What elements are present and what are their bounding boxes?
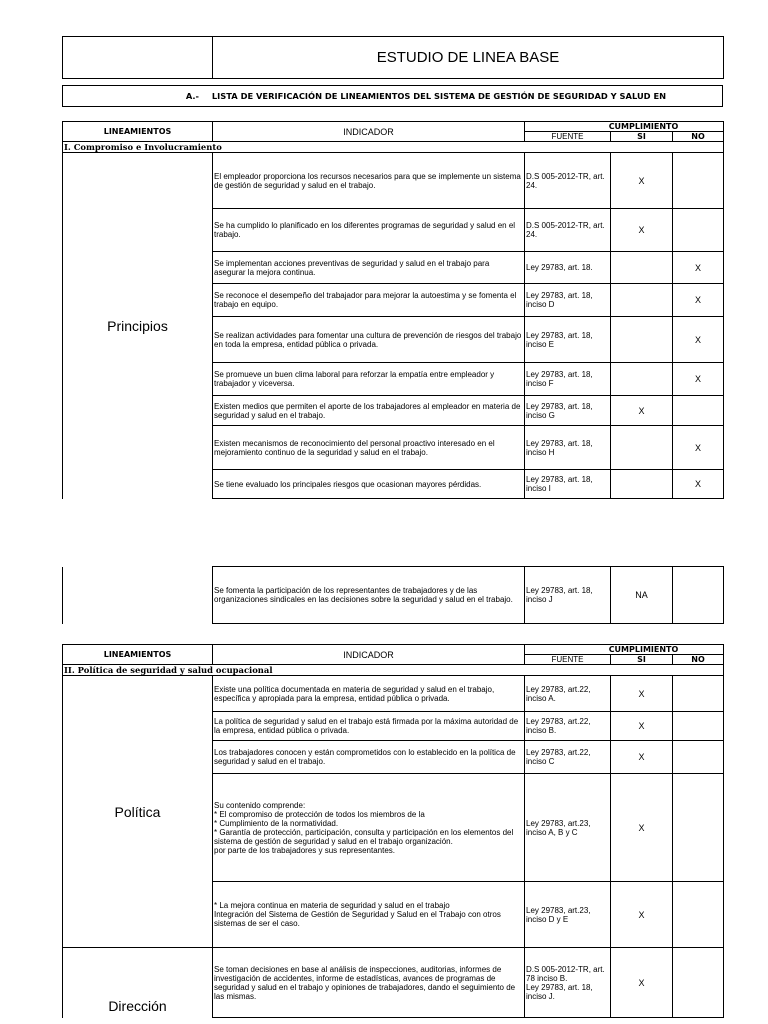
- no-mark: [673, 712, 724, 741]
- no-mark: [673, 676, 724, 712]
- header-fuente: FUENTE: [525, 132, 611, 142]
- indicator-text: Su contenido comprende: * El compromiso de protección de todos los miembros de la * Cumplimiento de la normatividad. * Garantía de protección, participación, consulta y participación en los elementos del sistema de gestión de seguridad y salud en el trabajo organización. por parte de los trabajadores y sus representantes.: [213, 774, 525, 882]
- subtitle-box: [62, 85, 723, 107]
- no-mark: X: [673, 363, 724, 396]
- source-text: Ley 29783, art. 18, inciso J: [525, 567, 611, 624]
- no-mark: X: [673, 317, 724, 363]
- source-text: Ley 29783, art. 18, inciso F: [525, 363, 611, 396]
- group-principios: Principios: [63, 153, 213, 499]
- no-mark: [673, 209, 724, 252]
- no-mark: X: [673, 470, 724, 499]
- source-text: Ley 29783, art. 18, inciso G: [525, 396, 611, 426]
- si-mark: X: [611, 712, 673, 741]
- no-mark: [673, 948, 724, 1018]
- header-indicador: INDICADOR: [213, 122, 525, 142]
- title-left-cell: [63, 37, 213, 79]
- source-text: D.S 005-2012-TR, art. 24.: [525, 153, 611, 209]
- subtitle-text: LISTA DE VERIFICACIÓN DE LINEAMIENTOS DEL SISTEMA DE GESTIÓN DE SEGURIDAD Y SALUD EN: [211, 91, 667, 101]
- si-mark: X: [611, 153, 673, 209]
- table-row: [63, 676, 724, 712]
- no-mark: [673, 774, 724, 882]
- source-text: Ley 29783, art. 18, inciso E: [525, 317, 611, 363]
- header-lineamientos: LINEAMIENTOS: [63, 645, 213, 665]
- source-text: D.S 005-2012-TR, art. 78 inciso B. Ley 29783, art. 18, inciso J.: [525, 948, 611, 1018]
- subtitle-cell: [63, 86, 723, 107]
- indicator-text: Se implementan acciones preventivas de seguridad y salud en el trabajo para asegurar la mejora continua.: [213, 252, 525, 284]
- header-si: SI: [611, 132, 673, 142]
- si-mark: [611, 470, 673, 499]
- group-direccion: Dirección: [63, 948, 213, 1018]
- source-text: Ley 29783, art. 18, inciso I: [525, 470, 611, 499]
- source-text: Ley 29783, art. 18, inciso H: [525, 426, 611, 470]
- no-mark: [673, 567, 724, 624]
- indicator-text: Se fomenta la participación de los representantes de trabajadores y de las organizaciones sindicales en las decisiones sobre la seguridad y salud en el trabajo.: [213, 567, 525, 624]
- subtitle-letter: A.-: [185, 91, 199, 101]
- source-text: Ley 29783, art.22, inciso B.: [525, 712, 611, 741]
- header-no: NO: [673, 655, 724, 665]
- source-text: Ley 29783, art.22, inciso C: [525, 741, 611, 774]
- no-mark: X: [673, 252, 724, 284]
- indicator-text: Se reconoce el desempeño del trabajador para mejorar la autoestima y se fomenta el trabajo en equipo.: [213, 284, 525, 317]
- si-mark: X: [611, 948, 673, 1018]
- header-cumplimiento: CUMPLIMIENTO: [525, 645, 724, 655]
- si-mark: X: [611, 882, 673, 948]
- source-text: D.S 005-2012-TR, art. 24.: [525, 209, 611, 252]
- no-mark: X: [673, 426, 724, 470]
- header-indicador: INDICADOR: [213, 645, 525, 665]
- si-mark: NA: [611, 567, 673, 624]
- section-title-compromiso: I. Compromiso e Involucramiento: [63, 142, 724, 153]
- si-mark: X: [611, 741, 673, 774]
- no-mark: [673, 882, 724, 948]
- source-text: Ley 29783, art.23, inciso D y E: [525, 882, 611, 948]
- no-mark: [673, 396, 724, 426]
- indicator-text: Los trabajadores conocen y están comprometidos con lo establecido en la política de seguridad y salud en el trabajo.: [213, 741, 525, 774]
- si-mark: [611, 317, 673, 363]
- table-row: [63, 567, 724, 624]
- si-mark: [611, 426, 673, 470]
- header-lineamientos: LINEAMIENTOS: [63, 122, 213, 142]
- si-mark: [611, 363, 673, 396]
- checklist-table-section-2: [62, 644, 724, 1018]
- si-mark: X: [611, 396, 673, 426]
- indicator-text: Se promueve un buen clima laboral para reforzar la empatía entre empleador y trabajador y viceversa.: [213, 363, 525, 396]
- source-text: Ley 29783, art. 18, inciso D: [525, 284, 611, 317]
- indicator-text: Se tiene evaluado los principales riesgos que ocasionan mayores pérdidas.: [213, 470, 525, 499]
- table-row: [63, 948, 724, 1018]
- si-mark: X: [611, 676, 673, 712]
- indicator-text: Se realizan actividades para fomentar una cultura de prevención de riesgos del trabajo en toda la empresa, entidad pública o privada.: [213, 317, 525, 363]
- si-mark: X: [611, 774, 673, 882]
- source-text: Ley 29783, art.23, inciso A, B y C: [525, 774, 611, 882]
- si-mark: [611, 284, 673, 317]
- no-mark: [673, 741, 724, 774]
- indicator-text: Se toman decisiones en base al análisis de inspecciones, auditorias, informes de investigación de accidentes, informe de estadísticas, avances de programas de seguridad y salud en el trabajo y opiniones de trabajadores, dando el seguimiento de las mismas.: [213, 948, 525, 1018]
- si-mark: X: [611, 209, 673, 252]
- si-mark: [611, 252, 673, 284]
- indicator-text: Existen mecanismos de reconocimiento del personal proactivo interesado en el mejoramiento continuo de la seguridad y salud en el trabajo.: [213, 426, 525, 470]
- page-title: ESTUDIO DE LINEA BASE: [213, 37, 724, 79]
- checklist-table-section-1: [62, 121, 724, 499]
- no-mark: [673, 153, 724, 209]
- group-continued-cell: [63, 567, 213, 624]
- header-cumplimiento: CUMPLIMIENTO: [525, 122, 724, 132]
- header-si: SI: [611, 655, 673, 665]
- section-title-politica: II. Política de seguridad y salud ocupacional: [63, 665, 724, 676]
- group-politica: Política: [63, 676, 213, 948]
- indicator-text: El empleador proporciona los recursos necesarios para que se implemente un sistema de gestión de seguridad y salud en el trabajo.: [213, 153, 525, 209]
- indicator-text: Se ha cumplido lo planificado en los diferentes programas de seguridad y salud en el trabajo.: [213, 209, 525, 252]
- source-text: Ley 29783, art.22, inciso A.: [525, 676, 611, 712]
- no-mark: X: [673, 284, 724, 317]
- source-text: Ley 29783, art. 18.: [525, 252, 611, 284]
- header-no: NO: [673, 132, 724, 142]
- indicator-text: Existen medios que permiten el aporte de los trabajadores al empleador en materia de seguridad y salud en el trabajo.: [213, 396, 525, 426]
- title-box: [62, 36, 724, 79]
- checklist-table-continued: [62, 566, 724, 624]
- table-row: [63, 153, 724, 209]
- indicator-text: * La mejora continua en materia de seguridad y salud en el trabajo Integración del Sistema de Gestión de Seguridad y Salud en el Trabajo con otros sistemas de ser el caso.: [213, 882, 525, 948]
- indicator-text: La política de seguridad y salud en el trabajo está firmada por la máxima autoridad de la empresa, entidad pública o privada.: [213, 712, 525, 741]
- indicator-text: Existe una política documentada en materia de seguridad y salud en el trabajo, específica y apropiada para la empresa, entidad pública o privada.: [213, 676, 525, 712]
- header-fuente: FUENTE: [525, 655, 611, 665]
